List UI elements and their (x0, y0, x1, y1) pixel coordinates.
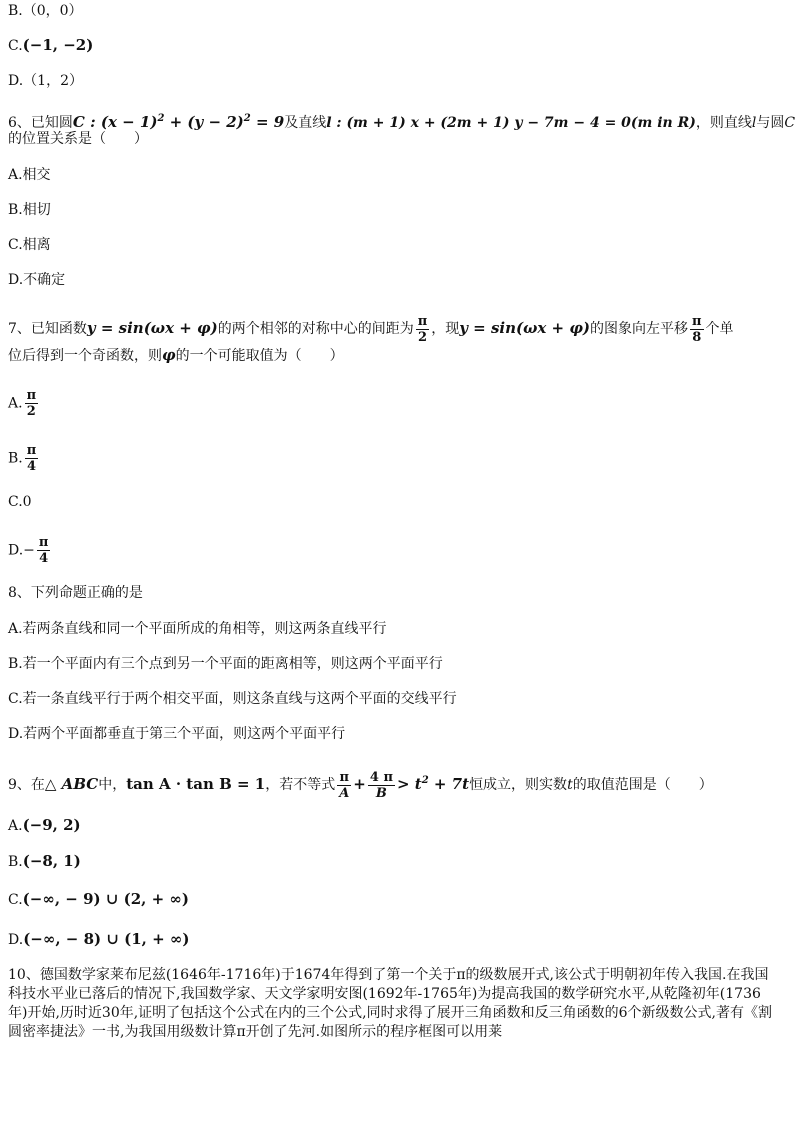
q8-option-c: C.若一条直线平行于两个相交平面，则这条直线与这两个平面的交线平行 (8, 691, 457, 707)
q9-option-b: B.(−8, 1) (8, 852, 81, 870)
q7-prefix: 7、已知函数 (8, 321, 87, 337)
q5-option-c (8, 36, 93, 55)
q6-stem-line2: 的位置关系是（ ） (8, 131, 148, 147)
q6-l: l (751, 115, 757, 131)
q7-mid: 的两个相邻的对称中心的间距为 (217, 321, 414, 337)
q9-frac-4pi-b: $\frac{4 \pi}{B}$ (369, 769, 393, 801)
q7-option-d: D.− $\frac{\pi}{4}$ (8, 535, 49, 566)
q7-stem-line2: 位后得到一个奇函数，则φ的一个可能取值为（ ） (8, 346, 344, 364)
q9-stem: 9、在△ ABC中，tan A · tan B = 1，若不等式 $\frac{\pi}{A}$ + $\frac{4 \pi}{B}$ > $t^2 + 7t$恒成立，则实数t的取值范围是（ ） (8, 769, 713, 801)
q6-option-c: C.相离 (8, 237, 51, 253)
q8-stem: 8、下列命题正确的是 (8, 585, 143, 601)
q9-condition: tan A · tan B = 1 (126, 775, 266, 793)
q6-prefix: 6、已知圆 (8, 115, 73, 131)
q5-option-b: B.（0，0） (8, 3, 83, 19)
q6-option-b: B.相切 (8, 202, 51, 218)
q6-option-a: A.相交 (8, 167, 51, 183)
q7-opt-b-frac: $\frac{\pi}{4}$ (26, 443, 37, 474)
q9-frac-pi-a: $\frac{\pi}{A}$ (339, 769, 350, 801)
q9-triangle: △ ABC (44, 775, 99, 793)
q6-option-d: D.不确定 (8, 272, 66, 288)
q7-option-b: B. $\frac{\pi}{4}$ (8, 443, 37, 474)
option-label: C. (8, 38, 23, 54)
q6-line-eq: l : (m + 1) x + (2m + 1) y − 7m − 4 = 0(m in R) (326, 115, 696, 131)
q6-tail2: 与圆 (756, 115, 785, 131)
q8-option-d: D.若两个平面都垂直于第三个平面，则这两个平面平行 (8, 726, 346, 742)
q7-opt-a-frac: $\frac{\pi}{2}$ (26, 388, 37, 419)
q6-tail: ，则直线 (695, 115, 752, 131)
q9-option-a: A.(−9, 2) (8, 816, 81, 834)
q9-option-d: D.(−∞, − 8) ∪ (1, + ∞) (8, 930, 190, 948)
q6-mid: 及直线 (284, 115, 327, 131)
q8-option-b: B.若一个平面内有三个点到另一个平面的距离相等，则这两个平面平行 (8, 656, 443, 672)
q7-frac-pi-2: $\frac{\pi}{2}$ (417, 313, 428, 345)
q7-mid2: ，现 (431, 321, 460, 337)
q7-opt-d-frac: $\frac{\pi}{4}$ (38, 535, 49, 566)
q7-func-2: y = sin(ωx + φ) (459, 319, 590, 337)
q8-option-a: A.若两条直线和同一个平面所成的角相等，则这两条直线平行 (8, 621, 387, 637)
q7-mid3: 的图象向左平移 (590, 321, 688, 337)
q7-frac-pi-8: $\frac{\pi}{8}$ (692, 313, 702, 345)
q7-option-a: A. $\frac{\pi}{2}$ (8, 388, 37, 419)
q9-inequality: > $t^2 + 7t$ (396, 775, 470, 793)
q6-circle-eq: C : $(x - 1)^2 + (y - 2)^2 = 9$ (72, 113, 285, 131)
q10-paragraph: 10、德国数学家莱布尼兹(1646年-1716年)于1674年得到了第一个关于π的级数展开式,该公式于明朝初年传入我国.在我国科技水平业已落后的情况下,我国数学家、天文学家明安图(1692年-1765年)为提高我国的数学研究水平,从乾隆初年(1736年)开始,历时近30年,证明了包括这个公式在内的三个公式,同时求得了展开三角函数和反三角函数的6个新级数公式,著有《割圆密率捷法》一书,为我国用级数计算π开创了先河.如图所示的程序框图可以用莱 (8, 967, 772, 1040)
q7-func: y = sin(ωx + φ) (86, 319, 218, 337)
option-math: (−1, −2) (22, 36, 94, 54)
q6-C: C (784, 115, 795, 131)
q9-option-c: C.(−∞, − 9) ∪ (2, + ∞) (8, 890, 189, 908)
q6-stem (8, 110, 795, 132)
q7-tail: 个单 (705, 321, 734, 337)
q7-stem (8, 312, 734, 345)
q7-option-c: C.0 (8, 494, 32, 510)
q5-option-d: D.（1，2） (8, 73, 83, 89)
